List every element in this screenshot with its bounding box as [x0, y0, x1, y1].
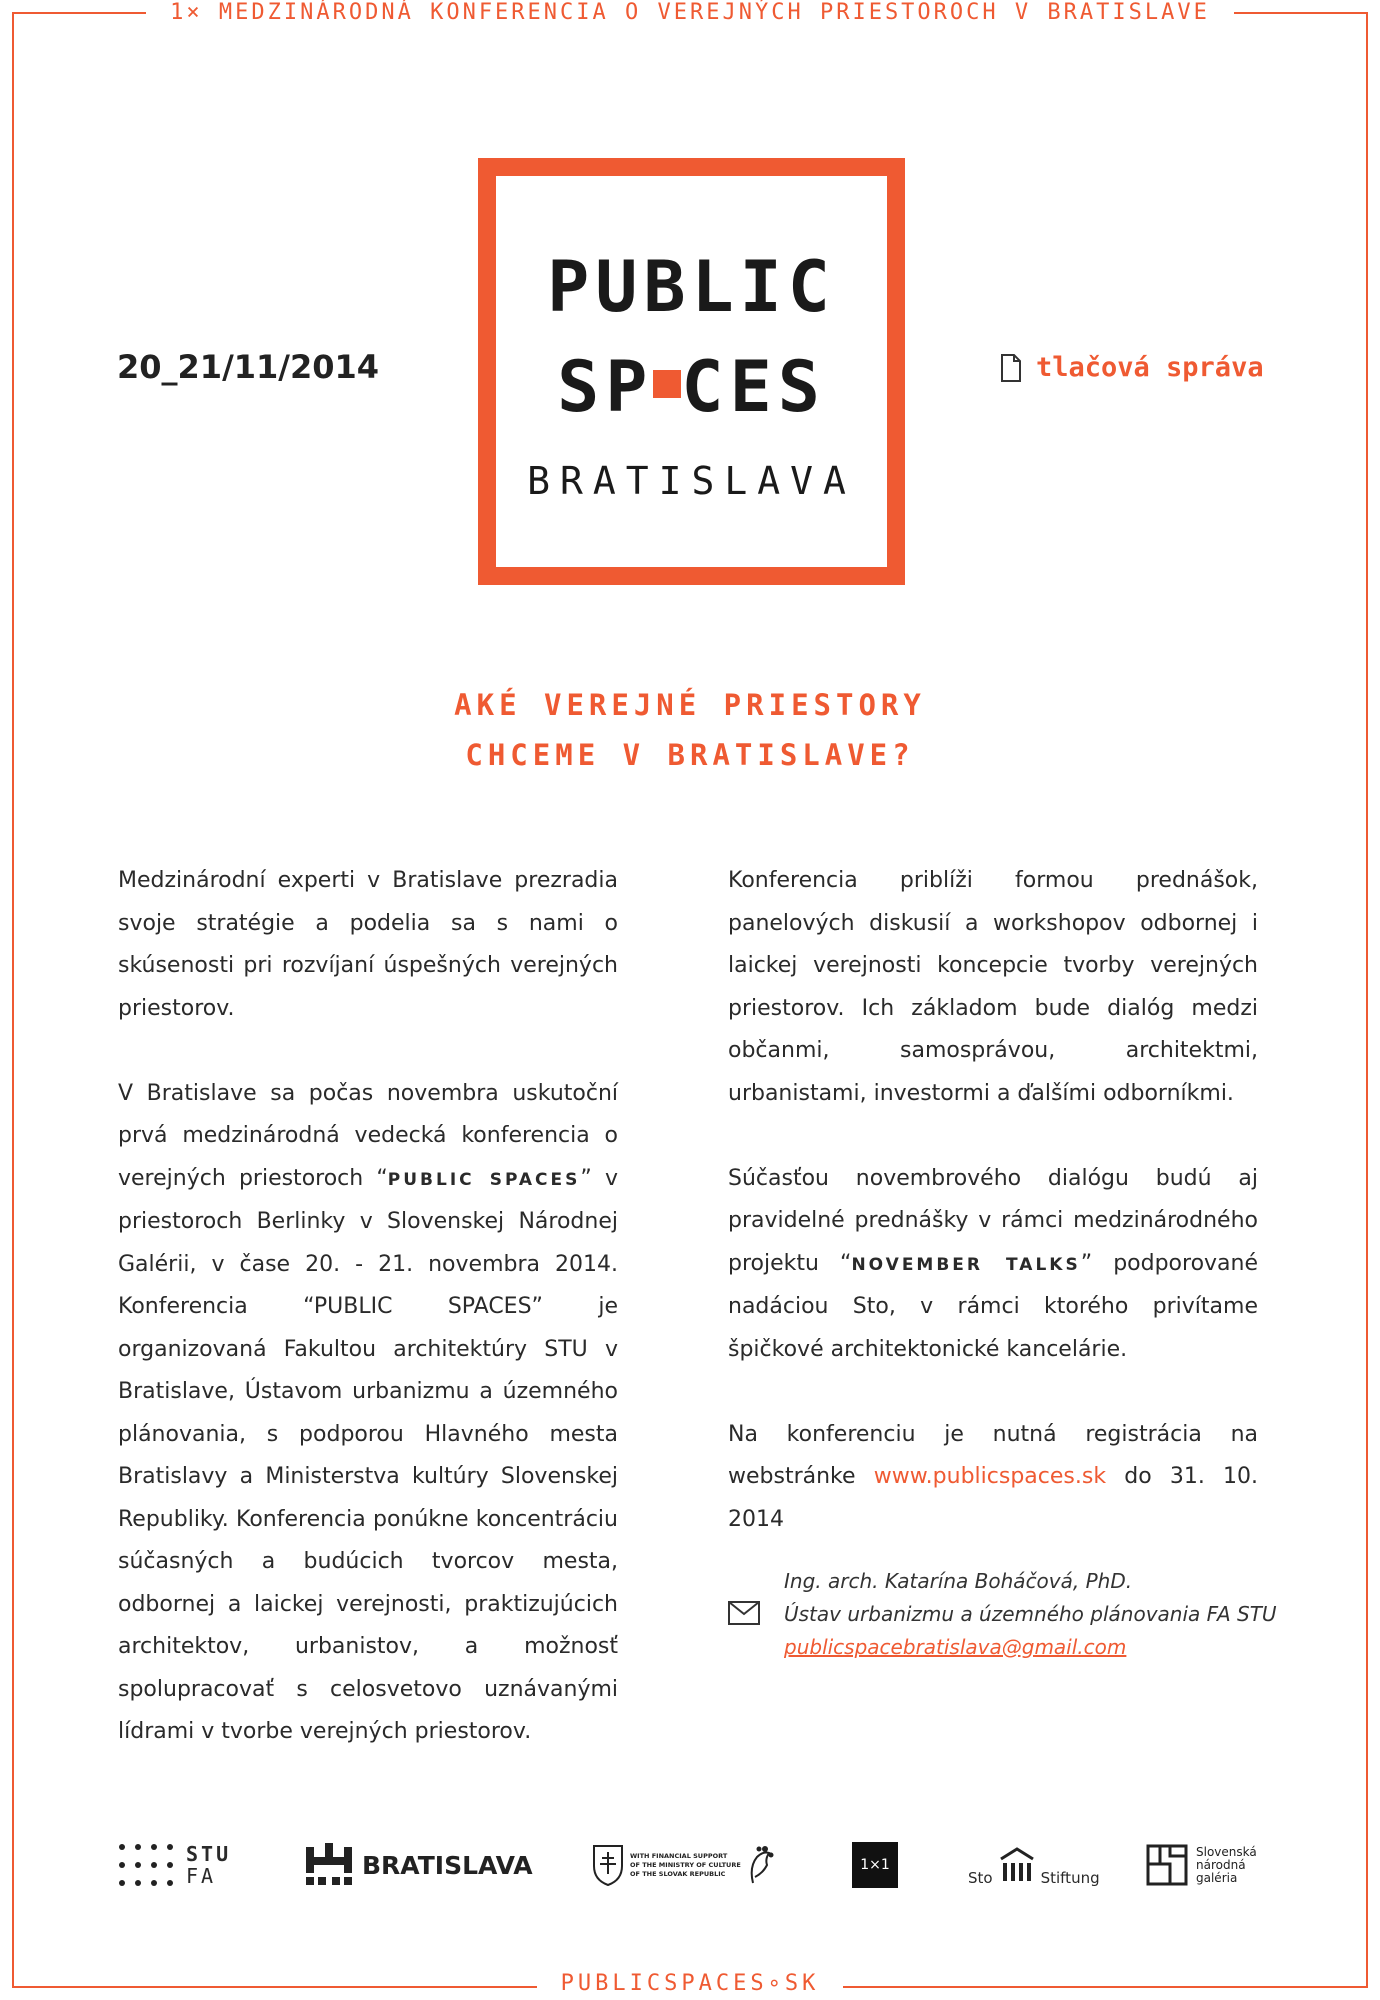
right-column — [728, 860, 1258, 1584]
contact-institute: Ústav urbanizmu a územného plánovania FA STU — [784, 1602, 1277, 1626]
logo-ces: CES — [681, 346, 826, 428]
right-paragraph-2 — [728, 1158, 1258, 1372]
sng-line-3: galéria — [1196, 1870, 1238, 1885]
slovak-coat-of-arms-icon — [592, 1844, 624, 1886]
logo-line-bratislava: BRATISLAVA — [527, 459, 856, 503]
right-p2-text-b: podporované nadáciou Sto, v rámci ktorého privítame špičkové architektonické kancelárie. — [728, 1250, 1259, 1362]
public-spaces-logo — [478, 158, 905, 585]
ministry-line-1: WITH FINANCIAL SUPPORT — [630, 1851, 728, 1860]
envelope-icon — [728, 1601, 760, 1625]
bratislava-text: BRATISLAVA — [362, 1850, 533, 1880]
brand-november-talks: NOVEMBER TALKS — [851, 1254, 1081, 1275]
logo-1x1 — [852, 1835, 898, 1895]
stu-text: STU — [186, 1842, 232, 1866]
ministry-line-2: OF THE MINISTRY OF CULTURE — [630, 1860, 741, 1869]
right-p2-text-a: Súčasťou novembrového dialógu budú aj pravidelné prednášky v rámci medzinárodného projektu — [728, 1165, 1258, 1276]
headline-line-1: AKÉ VEREJNÉ PRIESTORY — [454, 688, 926, 722]
logo-ministry-culture — [592, 1835, 775, 1895]
bratislava-castle-icon — [306, 1843, 352, 1887]
footer-site[interactable]: PUBLICSPACES∘SK — [537, 1971, 844, 1996]
contact-name: Ing. arch. Katarína Boháčová, PhD. — [784, 1569, 1133, 1593]
footer — [0, 1971, 1380, 1996]
stiftung-text: Stiftung — [1040, 1869, 1100, 1887]
event-date: 20_21/11/2014 — [117, 348, 380, 386]
sng-line-1: Slovenská — [1196, 1844, 1257, 1859]
left-p2-text-a: V Bratislave sa počas novembra uskutoční prvá medzinárodná vedecká konferencia o verejných priestoroch — [118, 1080, 618, 1191]
conference-header — [0, 0, 1380, 25]
headline — [0, 680, 1380, 780]
right-paragraph-1: Konferencia priblíži formou prednášok, panelových diskusií a workshopov odbornej i laickej verejnosti koncepcie tvorby verejných priestorov. Ich základom bude dialóg medzi občanmi, samosprávou, architektmi, urbanistami, investormi a ďalšími odborníkmi. — [728, 868, 1258, 1106]
partner-logos — [118, 1835, 1263, 1895]
press-release-label: tlačová správa — [1036, 352, 1264, 383]
logo-stu-fa — [118, 1835, 231, 1895]
logo-square — [653, 370, 681, 398]
logo-line-spaces — [496, 346, 887, 428]
contact-lines — [784, 1565, 1277, 1664]
laurel-head-icon — [745, 1843, 775, 1887]
press-release — [1000, 352, 1264, 383]
contact-email[interactable]: publicspacebratislava@gmail.com — [784, 1635, 1127, 1659]
quote-close: ” — [1080, 1250, 1093, 1276]
website-link[interactable]: www.publicspaces.sk — [873, 1464, 1107, 1489]
stu-dots-icon — [118, 1843, 178, 1887]
sng-line-2: národná — [1196, 1857, 1246, 1872]
document-icon — [1000, 354, 1022, 382]
logo-sp: SP — [557, 346, 654, 428]
left-p2-text-b: v priestoroch Berlinky v Slovenskej Národnej Galérii, v čase 20. - 21. novembra 2014. Konferencia “PUBLIC SPACES” je organizovaná Fakultou architektúry STU v Bratislave, Ústavom urbanizmu a územného plánovania, s podporou Hlavného mesta Bratislavy a Ministerstva kultúry Slovenskej Republiky. Konferencia ponúkne koncentráciu súčasných a budúcich tvorcov mesta, odbornej a laickej verejnosti, praktizujúcich architektov, urbanistov, a možnosť spolupracovať s celosvetovo uznávanými lídrami v tvorbe verejných priestorov. — [118, 1165, 618, 1744]
quote-open: “ — [376, 1165, 388, 1191]
sto-building-icon — [999, 1845, 1035, 1885]
conference-line: 1× MEDZINÁRODNÁ KONFERENCIA O VEREJNÝCH PRIESTOROCH V BRATISLAVE — [146, 0, 1234, 25]
right-p3-text-a: Na konferenciu je nutná registrácia na webstránke — [728, 1421, 1258, 1489]
logo-bratislava — [306, 1835, 533, 1895]
logo-line-public: PUBLIC — [547, 246, 836, 328]
right-p3-text-b: do 31. 10. 2014 — [728, 1464, 1258, 1532]
sto-text: Sto — [968, 1869, 993, 1887]
quote-close: ” — [580, 1165, 592, 1191]
headline-line-2: CHCEME V BRATISLAVE? — [465, 738, 915, 772]
right-paragraph-3 — [728, 1414, 1258, 1542]
sng-frame-icon — [1146, 1844, 1188, 1886]
logo-sng — [1146, 1835, 1257, 1895]
contact-block — [728, 1565, 1277, 1664]
left-paragraph-2 — [118, 1073, 618, 1754]
left-column — [118, 860, 618, 1796]
onebyone-text: 1×1 — [860, 1857, 890, 1873]
left-paragraph-1: Medzinárodní experti v Bratislave prezradia svoje stratégie a podelia sa s nami o skúsenosti pri rozvíjaní úspešných verejných priestorov. — [118, 868, 618, 1021]
logo-sto-stiftung — [968, 1835, 1100, 1895]
quote-open: “ — [840, 1250, 852, 1276]
brand-public-spaces: PUBLIC SPACES — [387, 1169, 581, 1190]
fa-text: FA — [186, 1864, 217, 1888]
ministry-line-3: OF THE SLOVAK REPUBLIC — [630, 1869, 726, 1878]
